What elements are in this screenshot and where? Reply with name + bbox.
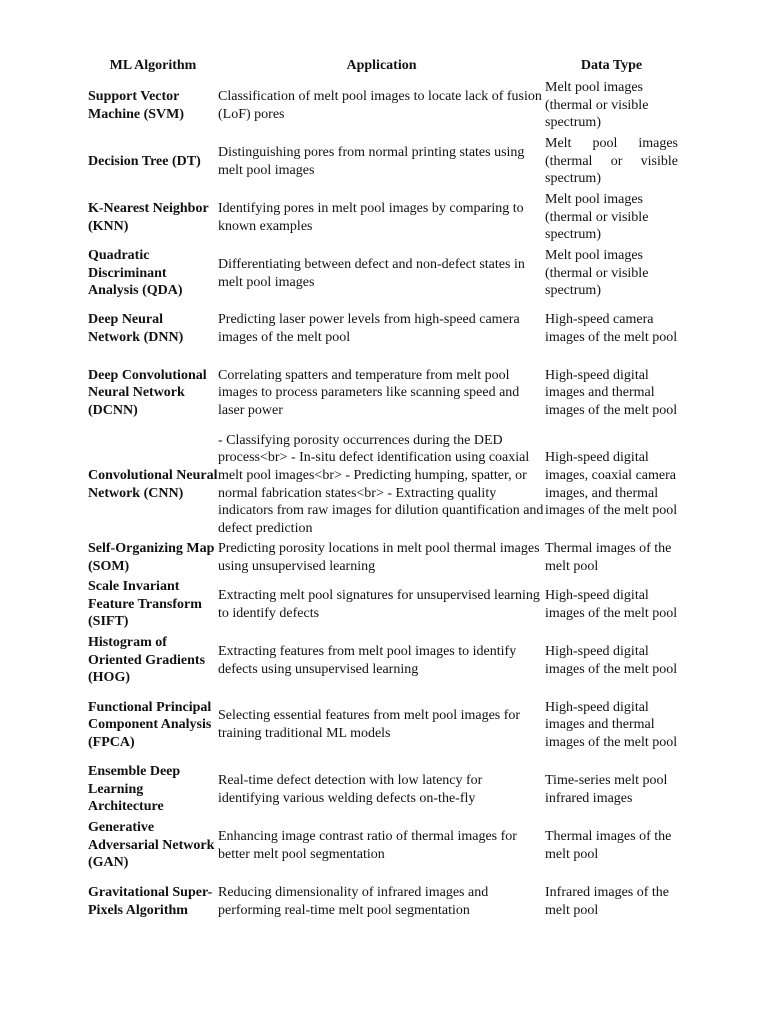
table-row bbox=[88, 357, 678, 430]
algorithm-cell: Histogram of Oriented Gradients (HOG) bbox=[88, 635, 206, 686]
header-data-type: Data Type bbox=[580, 58, 643, 74]
data-type-cell: Melt pool images (thermal or visible spectrum) bbox=[545, 192, 649, 243]
algorithm-cell: Generative Adversarial Network (GAN) bbox=[88, 820, 215, 871]
table-row bbox=[88, 302, 678, 357]
data-type-cell: High-speed digital images of the melt pool bbox=[545, 587, 678, 621]
application-cell: Distinguishing pores from normal printing states using melt pool images bbox=[218, 144, 525, 178]
table-row bbox=[88, 874, 678, 930]
application-cell: Reducing dimensionality of infrared images and performing real-time melt pool segmentation bbox=[218, 884, 489, 918]
algorithm-cell: Functional Principal Component Analysis (FPCA) bbox=[88, 699, 212, 750]
application-cell: Predicting porosity locations in melt pool thermal images using unsupervised learning bbox=[218, 541, 540, 574]
application-cell: Predicting laser power levels from high-speed camera images of the melt pool bbox=[218, 312, 520, 345]
algorithm-cell: Support Vector Machine (SVM) bbox=[88, 88, 185, 122]
data-type-cell: Infrared images of the melt pool bbox=[545, 884, 669, 918]
data-type-cell: Time-series melt pool infrared images bbox=[545, 772, 668, 806]
data-type-cell: High-speed camera images of the melt pool bbox=[545, 312, 678, 345]
data-type-cell: Thermal images of the melt pool bbox=[545, 541, 672, 574]
table-row bbox=[88, 134, 678, 190]
table-row bbox=[88, 577, 678, 633]
table-row bbox=[88, 633, 678, 689]
application-cell: Classification of melt pool images to locate lack of fusion (LoF) pores bbox=[218, 88, 542, 122]
table-body bbox=[88, 78, 678, 930]
table-row bbox=[88, 689, 678, 762]
application-cell: Selecting essential features from melt pool images for training traditional ML models bbox=[218, 708, 521, 741]
data-type-cell: Melt pool images (thermal or visible spectrum) bbox=[545, 136, 678, 187]
header-application: Application bbox=[346, 58, 417, 74]
application-cell: - Classifying porosity occurrences during the DED process<br> - In-situ defect identification using coaxial melt pool images<br> - Predicting humping, spatter, or normal fabrication states<br> - Extracting quality indicators from raw images for dilution quantification and defect prediction bbox=[218, 432, 544, 536]
data-type-cell: High-speed digital images, coaxial camera images, and thermal images of the melt pool bbox=[545, 450, 678, 519]
data-type-cell: Melt pool images (thermal or visible spectrum) bbox=[545, 80, 649, 131]
application-cell: Differentiating between defect and non-defect states in melt pool images bbox=[218, 256, 525, 290]
table-row bbox=[88, 762, 678, 818]
algorithm-cell: Deep Convolutional Neural Network (DCNN) bbox=[88, 367, 207, 418]
ml-algorithms-table bbox=[88, 57, 678, 930]
table-row bbox=[88, 190, 678, 246]
table-row bbox=[88, 540, 678, 577]
data-type-cell: High-speed digital images and thermal images of the melt pool bbox=[545, 367, 678, 418]
table-row bbox=[88, 78, 678, 134]
application-cell: Extracting melt pool signatures for unsupervised learning to identify defects bbox=[218, 587, 540, 621]
algorithm-cell: Ensemble Deep Learning Architecture bbox=[88, 764, 181, 815]
algorithm-cell: Deep Neural Network (DNN) bbox=[88, 312, 184, 345]
algorithm-cell: Scale Invariant Feature Transform (SIFT) bbox=[88, 579, 202, 630]
application-cell: Identifying pores in melt pool images by comparing to known examples bbox=[218, 200, 524, 234]
algorithm-cell: Quadratic Discriminant Analysis (QDA) bbox=[88, 248, 183, 299]
data-type-cell: High-speed digital images and thermal images of the melt pool bbox=[545, 699, 678, 750]
header-row bbox=[88, 57, 678, 78]
algorithm-cell: K-Nearest Neighbor (KNN) bbox=[88, 200, 209, 234]
table-row bbox=[88, 818, 678, 874]
algorithm-cell: Gravitational Super-Pixels Algorithm bbox=[88, 884, 213, 918]
application-cell: Extracting features from melt pool images to identify defects using unsupervised learning bbox=[218, 643, 517, 677]
algorithm-cell: Self-Organizing Map (SOM) bbox=[88, 541, 215, 574]
application-cell: Real-time defect detection with low latency for identifying various welding defects on-the-fly bbox=[218, 772, 483, 806]
header-ml-algorithm: ML Algorithm bbox=[109, 58, 197, 74]
table-row bbox=[88, 246, 678, 302]
algorithm-cell: Decision Tree (DT) bbox=[88, 153, 201, 169]
data-type-cell: Melt pool images (thermal or visible spectrum) bbox=[545, 248, 649, 299]
table-row bbox=[88, 430, 678, 540]
application-cell: Enhancing image contrast ratio of thermal images for better melt pool segmentation bbox=[218, 828, 517, 862]
algorithm-cell: Convolutional Neural Network (CNN) bbox=[88, 467, 218, 501]
data-type-cell: Thermal images of the melt pool bbox=[545, 828, 672, 862]
data-type-cell: High-speed digital images of the melt pool bbox=[545, 643, 678, 677]
table-header bbox=[88, 57, 678, 78]
application-cell: Correlating spatters and temperature from melt pool images to process parameters like scanning speed and laser power bbox=[218, 367, 520, 418]
